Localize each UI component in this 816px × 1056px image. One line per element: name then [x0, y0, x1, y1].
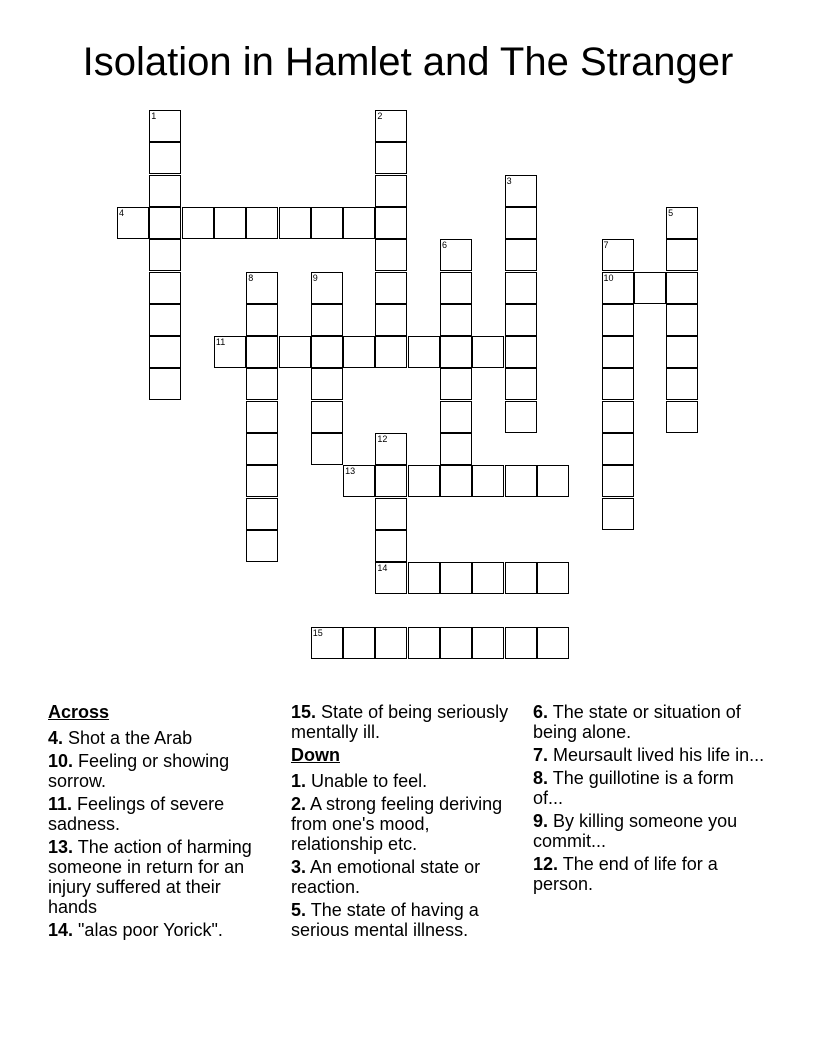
cell-number: 6	[442, 240, 448, 251]
puzzle-title: Isolation in Hamlet and The Stranger	[82, 40, 734, 84]
grid-cell[interactable]	[472, 336, 504, 368]
clue-number: 2.	[291, 794, 307, 814]
grid-cell[interactable]	[246, 368, 278, 400]
clue-across-13	[48, 837, 273, 917]
cell-number: 3	[506, 175, 512, 186]
grid-cell[interactable]	[311, 304, 343, 336]
grid-cell[interactable]	[375, 239, 407, 271]
grid-cell[interactable]	[246, 401, 278, 433]
grid-cell[interactable]	[537, 562, 569, 594]
cell-number: 15	[312, 627, 323, 638]
cell-number: 5	[668, 207, 674, 218]
grid-cell[interactable]	[343, 465, 375, 497]
grid-cell[interactable]	[246, 498, 278, 530]
grid-cell[interactable]	[666, 401, 698, 433]
grid-cell[interactable]	[375, 336, 407, 368]
grid-cell[interactable]	[311, 272, 343, 304]
grid-cell[interactable]	[666, 272, 698, 304]
grid-cell[interactable]	[375, 627, 407, 659]
clue-down-1	[291, 771, 521, 791]
clue-text: Meursault lived his life in...	[553, 745, 765, 765]
grid-cell[interactable]	[246, 530, 278, 562]
grid-cell[interactable]	[375, 142, 407, 174]
grid-cell[interactable]	[375, 465, 407, 497]
clues-column-2	[291, 702, 521, 943]
grid-cell[interactable]	[666, 239, 698, 271]
grid-cell[interactable]	[149, 110, 181, 142]
clue-down-3	[291, 857, 521, 897]
clue-number: 12.	[533, 854, 559, 874]
grid-cell[interactable]	[375, 175, 407, 207]
grid-cell[interactable]	[505, 562, 537, 594]
clue-text: Unable to feel.	[311, 771, 428, 791]
grid-cell[interactable]	[505, 465, 537, 497]
grid-cell[interactable]	[666, 207, 698, 239]
grid-cell[interactable]	[311, 368, 343, 400]
grid-cell[interactable]	[505, 627, 537, 659]
clue-text: "alas poor Yorick".	[78, 920, 223, 940]
cell-number: 10	[603, 272, 614, 283]
grid-cell[interactable]	[505, 175, 537, 207]
clue-text: A strong feeling deriving from one's mood, relationship etc.	[291, 794, 503, 854]
clue-number: 3.	[291, 857, 307, 877]
grid-cell[interactable]	[214, 336, 246, 368]
grid-cell[interactable]	[311, 433, 343, 465]
grid-cell[interactable]	[505, 304, 537, 336]
grid-cell[interactable]	[602, 304, 634, 336]
grid-cell[interactable]	[440, 627, 472, 659]
clue-text: Feelings of severe sadness.	[48, 794, 225, 834]
cell-number: 4	[119, 207, 125, 218]
grid-cell[interactable]	[634, 272, 666, 304]
grid-cell[interactable]	[505, 207, 537, 239]
clue-down-6	[533, 702, 768, 742]
clue-down-12	[533, 854, 768, 894]
grid-cell[interactable]	[149, 207, 181, 239]
cell-number: 1	[151, 111, 157, 121]
clue-text: An emotional state or reaction.	[291, 857, 481, 897]
clue-down-8	[533, 768, 768, 808]
grid-cell[interactable]	[602, 272, 634, 304]
grid-cell[interactable]	[602, 401, 634, 433]
grid-cell[interactable]	[149, 368, 181, 400]
grid-cell[interactable]	[505, 401, 537, 433]
grid-cell[interactable]	[375, 110, 407, 142]
grid-cell[interactable]	[666, 304, 698, 336]
grid-cell[interactable]	[149, 142, 181, 174]
grid-cell[interactable]	[472, 562, 504, 594]
grid-cell[interactable]	[666, 368, 698, 400]
grid-cell[interactable]	[440, 562, 472, 594]
grid-cell[interactable]	[602, 336, 634, 368]
grid-cell[interactable]	[602, 239, 634, 271]
grid-cell[interactable]	[375, 433, 407, 465]
grid-cell[interactable]	[505, 336, 537, 368]
clue-across-4	[48, 728, 273, 748]
cell-number: 12	[377, 434, 388, 444]
cell-number: 2	[377, 111, 383, 121]
grid-cell[interactable]	[246, 433, 278, 465]
clue-across-15	[291, 702, 521, 742]
grid-cell[interactable]	[311, 207, 343, 239]
grid-cell[interactable]	[149, 336, 181, 368]
grid-cell[interactable]	[440, 336, 472, 368]
grid-cell[interactable]	[472, 465, 504, 497]
clue-text: The guillotine is a form of...	[533, 768, 734, 808]
clue-down-9	[533, 811, 768, 851]
clue-text: Feeling or showing sorrow.	[48, 751, 230, 791]
grid-cell[interactable]	[246, 272, 278, 304]
grid-cell[interactable]	[214, 207, 246, 239]
grid-cell[interactable]	[246, 336, 278, 368]
clue-across-11	[48, 794, 273, 834]
grid-cell[interactable]	[343, 627, 375, 659]
grid-cell[interactable]	[440, 368, 472, 400]
grid-cell[interactable]	[408, 465, 440, 497]
grid-cell[interactable]	[505, 272, 537, 304]
clue-number: 15.	[291, 702, 317, 722]
grid-cell[interactable]	[537, 627, 569, 659]
grid-cell[interactable]	[505, 239, 537, 271]
clue-number: 13.	[48, 837, 74, 857]
grid-cell[interactable]	[440, 401, 472, 433]
down-heading: Down	[291, 745, 340, 765]
grid-cell[interactable]	[408, 562, 440, 594]
grid-cell[interactable]	[602, 465, 634, 497]
clue-number: 7.	[533, 745, 549, 765]
clue-number: 5.	[291, 900, 307, 920]
clues-column-1	[48, 702, 273, 943]
clue-across-10	[48, 751, 273, 791]
grid-cell[interactable]	[182, 207, 214, 239]
grid-cell[interactable]	[408, 627, 440, 659]
clue-number: 9.	[533, 811, 549, 831]
grid-cell[interactable]	[375, 530, 407, 562]
grid-cell[interactable]	[440, 465, 472, 497]
cell-number: 14	[377, 563, 388, 574]
grid-cell[interactable]	[149, 304, 181, 336]
cell-number: 13	[345, 466, 356, 477]
clue-text: Shot a the Arab	[68, 728, 193, 748]
grid-cell[interactable]	[375, 304, 407, 336]
clue-number: 4.	[48, 728, 64, 748]
grid-cell[interactable]	[440, 304, 472, 336]
grid-cell[interactable]	[311, 401, 343, 433]
clue-number: 11.	[48, 794, 73, 814]
cell-number: 9	[312, 272, 318, 283]
clue-text: The action of harming someone in return for an injury suffered at their hands	[48, 837, 252, 917]
grid-cell[interactable]	[279, 336, 311, 368]
clue-text: The state of having a serious mental illness.	[291, 900, 479, 940]
grid-cell[interactable]	[440, 433, 472, 465]
clue-down-5	[291, 900, 521, 940]
clue-number: 14.	[48, 920, 74, 940]
grid-cell[interactable]	[246, 465, 278, 497]
grid-cell[interactable]	[149, 175, 181, 207]
clue-number: 6.	[533, 702, 549, 722]
clue-number: 10.	[48, 751, 74, 771]
grid-cell[interactable]	[537, 465, 569, 497]
grid-cell[interactable]	[311, 627, 343, 659]
grid-cell[interactable]	[311, 336, 343, 368]
cell-number: 7	[603, 240, 609, 251]
cell-number: 8	[248, 272, 254, 283]
grid-cell[interactable]	[602, 368, 634, 400]
grid-cell[interactable]	[117, 207, 149, 239]
grid-cell[interactable]	[343, 207, 375, 239]
grid-cell[interactable]	[279, 207, 311, 239]
grid-cell[interactable]	[666, 336, 698, 368]
grid-cell[interactable]	[375, 272, 407, 304]
clue-text: The state or situation of being alone.	[533, 702, 741, 742]
grid-cell[interactable]	[246, 207, 278, 239]
clue-down-2	[291, 794, 521, 854]
grid-cell[interactable]	[440, 239, 472, 271]
grid-cell[interactable]	[505, 368, 537, 400]
grid-cell[interactable]	[602, 498, 634, 530]
grid-cell[interactable]	[149, 239, 181, 271]
grid-cell[interactable]	[440, 272, 472, 304]
clue-text: The end of life for a person.	[533, 854, 718, 894]
grid-cell[interactable]	[375, 207, 407, 239]
grid-cell[interactable]	[602, 433, 634, 465]
cell-number: 11	[215, 337, 226, 348]
grid-cell[interactable]	[408, 336, 440, 368]
clue-number: 1.	[291, 771, 307, 791]
clue-across-14	[48, 920, 273, 940]
grid-cell[interactable]	[343, 336, 375, 368]
grid-cell[interactable]	[472, 627, 504, 659]
grid-cell[interactable]	[375, 562, 407, 594]
grid-cell[interactable]	[246, 304, 278, 336]
clue-down-7	[533, 745, 768, 765]
clues-column-3	[533, 702, 768, 897]
clue-text: By killing someone you commit...	[533, 811, 738, 851]
clue-number: 8.	[533, 768, 549, 788]
across-heading: Across	[48, 702, 110, 722]
grid-cell[interactable]	[149, 272, 181, 304]
grid-cell[interactable]	[375, 498, 407, 530]
clue-text: State of being seriously mentally ill.	[291, 702, 509, 742]
